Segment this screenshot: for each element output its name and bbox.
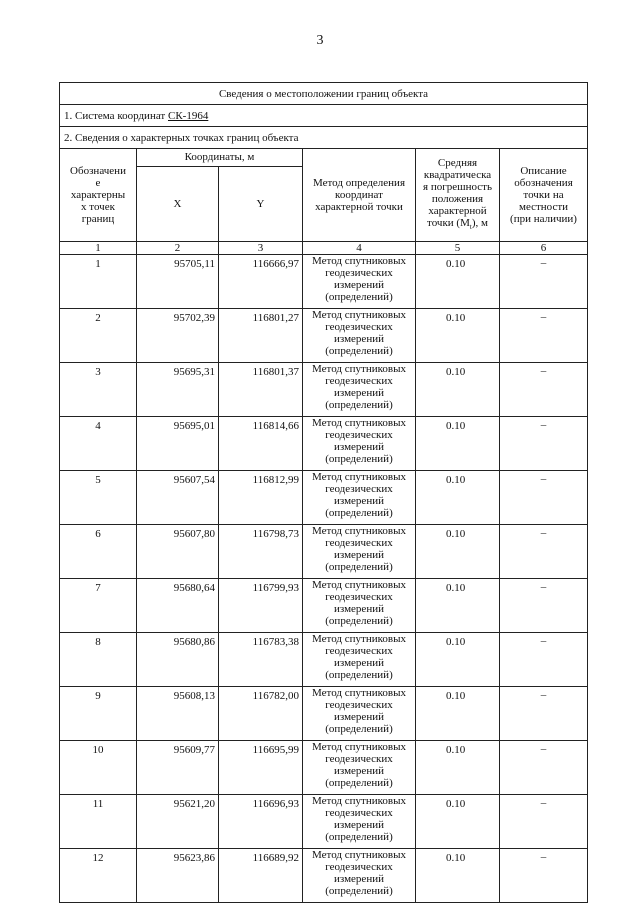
coordinate-x: 95608,13	[137, 687, 219, 741]
col-number-1: 1	[60, 242, 137, 255]
col-header-id: Обозначени е характерны х точек границ	[60, 149, 137, 242]
coordinate-y: 116783,38	[219, 633, 303, 687]
table-row	[60, 795, 588, 849]
point-description: –	[500, 795, 588, 849]
table-row	[60, 633, 588, 687]
error-value: 0.10	[416, 687, 500, 741]
method: Метод спутниковых геодезических измерений (определений)	[303, 363, 416, 417]
col-header-y: Y	[219, 167, 303, 242]
method: Метод спутниковых геодезических измерений (определений)	[303, 579, 416, 633]
col-number-5: 5	[416, 242, 500, 255]
point-id: 5	[60, 471, 137, 525]
col-header-method: Метод определения координат характерной точки	[303, 149, 416, 242]
coordinate-y: 116696,93	[219, 795, 303, 849]
coordinate-y: 116782,00	[219, 687, 303, 741]
error-value: 0.10	[416, 363, 500, 417]
table-row	[60, 417, 588, 471]
method: Метод спутниковых геодезических измерений (определений)	[303, 633, 416, 687]
coordinate-y: 116801,37	[219, 363, 303, 417]
coordinate-x: 95621,20	[137, 795, 219, 849]
table-row	[60, 525, 588, 579]
col-header-error-text: Средняя квадратическа я погрешность положения характерной точки (M	[423, 156, 492, 229]
method: Метод спутниковых геодезических измерений (определений)	[303, 417, 416, 471]
coordinate-x: 95695,01	[137, 417, 219, 471]
coordinate-y: 116695,99	[219, 741, 303, 795]
table-row	[60, 579, 588, 633]
coordinate-y: 116689,92	[219, 849, 303, 903]
coordinate-y: 116799,93	[219, 579, 303, 633]
error-value: 0.10	[416, 471, 500, 525]
coordinate-x: 95623,86	[137, 849, 219, 903]
error-value: 0.10	[416, 525, 500, 579]
method: Метод спутниковых геодезических измерений (определений)	[303, 309, 416, 363]
col-number-2: 2	[137, 242, 219, 255]
col-number-6: 6	[500, 242, 588, 255]
point-id: 6	[60, 525, 137, 579]
point-id: 12	[60, 849, 137, 903]
error-value: 0.10	[416, 633, 500, 687]
col-number-3: 3	[219, 242, 303, 255]
coordinate-y: 116801,27	[219, 309, 303, 363]
coordinate-system-row	[60, 105, 588, 127]
table-row	[60, 309, 588, 363]
error-value: 0.10	[416, 309, 500, 363]
point-id: 9	[60, 687, 137, 741]
method: Метод спутниковых геодезических измерений (определений)	[303, 741, 416, 795]
col-number-4: 4	[303, 242, 416, 255]
coordinate-system-value: СК-1964	[167, 109, 209, 122]
point-description: –	[500, 363, 588, 417]
coordinate-x: 95695,31	[137, 363, 219, 417]
point-description: –	[500, 849, 588, 903]
point-id: 10	[60, 741, 137, 795]
point-id: 11	[60, 795, 137, 849]
table-title: Сведения о местоположении границ объекта	[60, 83, 588, 105]
coordinate-x: 95680,64	[137, 579, 219, 633]
boundary-table	[59, 82, 588, 903]
method: Метод спутниковых геодезических измерений (определений)	[303, 471, 416, 525]
error-value: 0.10	[416, 849, 500, 903]
col-header-error-unit: ), м	[471, 216, 488, 229]
point-description: –	[500, 417, 588, 471]
point-description: –	[500, 255, 588, 309]
coordinate-x: 95607,80	[137, 525, 219, 579]
coordinate-y: 116812,99	[219, 471, 303, 525]
coordinate-x: 95702,39	[137, 309, 219, 363]
col-header-x: X	[137, 167, 219, 242]
method: Метод спутниковых геодезических измерений (определений)	[303, 849, 416, 903]
col-header-coords: Координаты, м	[137, 149, 303, 167]
coordinate-x: 95680,86	[137, 633, 219, 687]
point-id: 8	[60, 633, 137, 687]
error-value: 0.10	[416, 255, 500, 309]
table-row	[60, 255, 588, 309]
col-header-description: Описание обозначения точки на местности (при наличии)	[500, 149, 588, 242]
point-id: 1	[60, 255, 137, 309]
page-number: 3	[316, 33, 324, 48]
table-row	[60, 471, 588, 525]
point-id: 3	[60, 363, 137, 417]
coordinate-y: 116666,97	[219, 255, 303, 309]
error-value: 0.10	[416, 579, 500, 633]
points-section-title: 2. Сведения о характерных точках границ объекта	[60, 127, 588, 149]
coordinate-x: 95609,77	[137, 741, 219, 795]
method: Метод спутниковых геодезических измерений (определений)	[303, 525, 416, 579]
error-value: 0.10	[416, 741, 500, 795]
point-description: –	[500, 525, 588, 579]
table-row	[60, 687, 588, 741]
point-description: –	[500, 579, 588, 633]
table-row	[60, 363, 588, 417]
point-description: –	[500, 741, 588, 795]
coordinate-system-label: 1. Система координат	[64, 109, 168, 122]
coordinate-y: 116798,73	[219, 525, 303, 579]
table-row	[60, 741, 588, 795]
table-row	[60, 849, 588, 903]
error-value: 0.10	[416, 795, 500, 849]
col-header-error	[416, 149, 500, 242]
point-description: –	[500, 633, 588, 687]
point-id: 4	[60, 417, 137, 471]
col-header-error-sub: t	[469, 223, 472, 232]
point-description: –	[500, 309, 588, 363]
error-value: 0.10	[416, 417, 500, 471]
method: Метод спутниковых геодезических измерений (определений)	[303, 687, 416, 741]
method: Метод спутниковых геодезических измерений (определений)	[303, 795, 416, 849]
point-id: 7	[60, 579, 137, 633]
point-description: –	[500, 687, 588, 741]
coordinate-y: 116814,66	[219, 417, 303, 471]
coordinate-x: 95705,11	[137, 255, 219, 309]
coordinate-x: 95607,54	[137, 471, 219, 525]
method: Метод спутниковых геодезических измерений (определений)	[303, 255, 416, 309]
point-id: 2	[60, 309, 137, 363]
point-description: –	[500, 471, 588, 525]
